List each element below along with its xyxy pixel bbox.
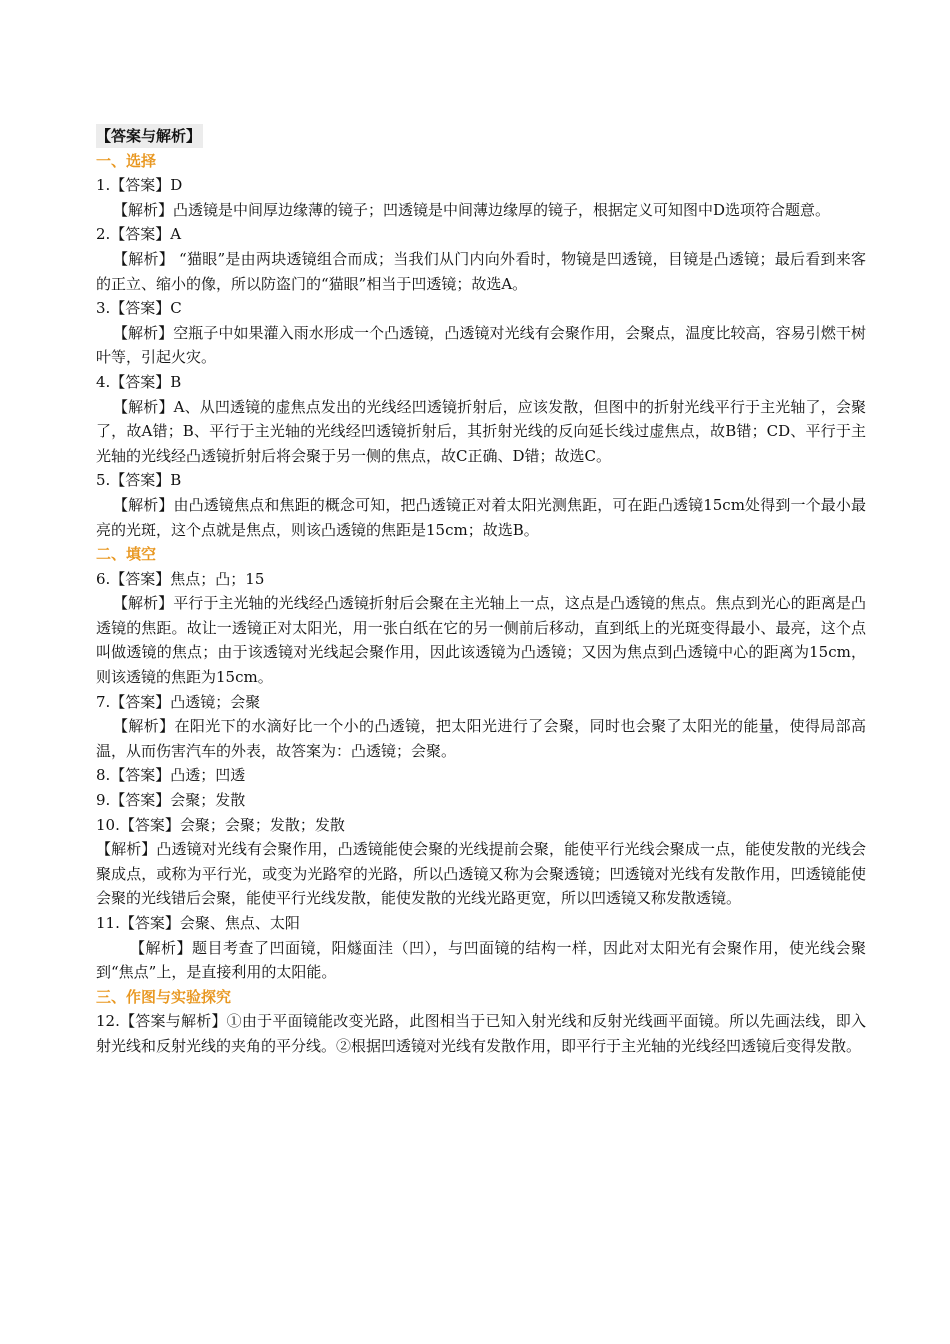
- document-page: [96, 124, 866, 1059]
- explanation-1: 【解析】凸透镜是中间厚边缘薄的镜子；凹透镜是中间薄边缘厚的镜子，根据定义可知图中D选项符合题意。: [113, 200, 831, 219]
- answer-5: 5.【答案】B: [96, 471, 182, 490]
- explanation-7: 【解析】在阳光下的水滴好比一个小的凸透镜，把太阳光进行了会聚，同时也会聚了太阳光的能量，使得局部高温，从而伤害汽车的外表，故答案为：凸透镜；会聚。: [96, 717, 866, 760]
- explanation-10: 【解析】凸透镜对光线有会聚作用，凸透镜能使会聚的光线提前会聚，能使平行光线会聚成一点，能使发散的光线会聚成点，或称为平行光，或变为光路窄的光路，所以凸透镜又称为会聚透镜；凹透镜对光线有发散作用，凹透镜能使会聚的光线错后会聚，能使平行光线发散，能使发散的光线光路更宽，所以凹透镜又称发散透镜。: [96, 840, 866, 908]
- explanation-4: 【解析】A、从凹透镜的虚焦点发出的光线经凹透镜折射后，应该发散，但图中的折射光线平行于主光轴了，会聚了，故A错；B、平行于主光轴的光线经凹透镜折射后，其折射光线的反向延长线过虚焦点，故B错；CD、平行于主光轴的光线经凸透镜折射后将会聚于另一侧的焦点，故C正确、D错；故选C。: [96, 397, 866, 465]
- answer-8: 8.【答案】凸透；凹透: [96, 766, 246, 785]
- explanation-5: 【解析】由凸透镜焦点和焦距的概念可知，把凸透镜正对着太阳光测焦距，可在距凸透镜15cm处得到一个最小最亮的光斑，这个点就是焦点，则该凸透镜的焦距是15cm；故选B。: [96, 495, 866, 539]
- answer-9: 9.【答案】会聚；发散: [96, 791, 246, 810]
- explanation-11: 【解析】题目考查了凹面镜，阳燧面洼（凹），与凹面镜的结构一样，因此对太阳光有会聚作用，使光线会聚到“焦点”上，是直接利用的太阳能。: [96, 938, 866, 982]
- answer-1: 1.【答案】D: [96, 176, 183, 195]
- answer-12: 12.【答案与解析】①由于平面镜能改变光路，此图相当于已知入射光线和反射光线画平面镜。所以先画法线，即入射光线和反射光线的夹角的平分线。②根据凹透镜对光线有发散作用，即平行于主光轴的光线经凹透镜后变得发散。: [96, 1012, 866, 1055]
- answer-10: 10.【答案】会聚；会聚；发散；发散: [96, 815, 345, 834]
- answer-3: 3.【答案】C: [96, 299, 182, 318]
- explanation-3: 【解析】空瓶子中如果灌入雨水形成一个凸透镜，凸透镜对光线有会聚作用，会聚点，温度比较高，容易引燃干树叶等，引起火灾。: [96, 323, 866, 367]
- answer-11: 11.【答案】会聚、焦点、太阳: [96, 914, 300, 932]
- explanation-2: 【解析】 “猫眼”是由两块透镜组合而成；当我们从门内向外看时，物镜是凹透镜，目镜是凸透镜；最后看到来客的正立、缩小的像，所以防盗门的“猫眼”相当于凹透镜；故选A。: [96, 249, 866, 293]
- section-heading-choice: 一、选择: [96, 151, 157, 170]
- section-heading-fill: 二、填空: [96, 545, 157, 564]
- answer-2: 2.【答案】A: [96, 225, 182, 244]
- explanation-6: 【解析】平行于主光轴的光线经凸透镜折射后会聚在主光轴上一点，这点是凸透镜的焦点。焦点到光心的距离是凸透镜的焦距。故让一透镜正对太阳光，用一张白纸在它的另一侧前后移动，直到纸上的光斑变得最小、最亮，这个点叫做透镜的焦点；由于该透镜对光线起会聚作用，因此该透镜为凸透镜；又因为焦点到凸透镜中心的距离为15cm，则该透镜的焦距为15cm。: [96, 594, 866, 687]
- answer-7: 7.【答案】凸透镜；会聚: [96, 692, 261, 711]
- section-heading-drawing: 三、作图与实验探究: [96, 987, 232, 1006]
- page-title: 【答案与解析】: [96, 124, 203, 148]
- answer-4: 4.【答案】B: [96, 372, 182, 391]
- answer-6: 6.【答案】焦点；凸；15: [96, 569, 265, 588]
